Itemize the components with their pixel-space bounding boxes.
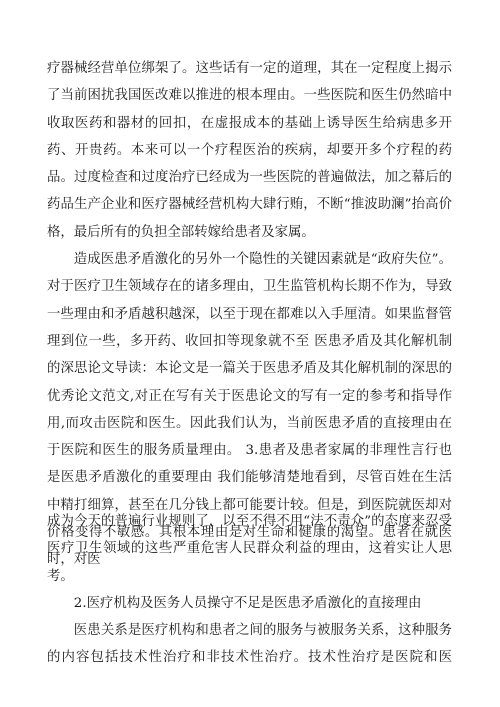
paragraph: 造成医患矛盾激化的另外一个隐性的关键因素就是“政府失位”。对于医疗卫生领域存在的诸多理由，卫生监管机构长期不作为，导致一些理由和矛盾越积越深，以至于现在都难以入手厘清。如果监督管理到位一些，多开药、收回扣等现象就不至 医患矛盾及其化解机制的深思论文导读：本论文是一篇关于医患矛盾及其化解机制的深思的优秀论文范文,对正在写有关于医患论文的写有一定的参考和指导作用,而攻击医院和医生。因此我们认为，当前医患矛盾的直接理由在于医院和医生的服务质量理由。 3.患者及患者家属的非理性言行也是医患矛盾激化的重要理由 我们能够清楚地看到，尽管百姓在生活中精打细算，甚至在几分钱上都可能要计较。但是，到医院就医却对价格变得不敏感。其根本理由是对生命和健康的渴望。患者在就医时，对医 [47,252,452,568]
paragraph: 疗器械经营单位绑架了。这些话有一定的道理，其在一定程度上揭示了当前困扰我国医改难以推进的根本理由。一些医院和医生仍然暗中收取医药和器材的回扣，在虚报成本的基础上诱导医生给病患多开药、开贵药。本来可以一个疗程医治的疾病，却要开多个疗程的药品。过度检查和过度治疗已经成为一些医院的普遍做法，加之幕后的药品生产企业和医疗器械经营机构大肆行贿，不断“推波助澜”抬高价格，最后所有的负担全部转嫁给患者及家属。 [47,61,452,240]
text-block-lower [47,508,452,672]
section-heading: 2.医疗机构及医务人员操守不足是医患矛盾激化的直接理由 [73,595,422,611]
paragraph: 成为今天的普遍行业规则了，以至不得不用“法不责众”的态度来忍受医疗卫生领域的这些严重危害人民群众利益的理由，这着实让人思考。 [47,514,452,584]
text-block-upper [47,55,452,574]
paragraph: 医患关系是医疗机构和患者之间的服务与被服务关系，这种服务的内容包括技术性治疗和非技术性治疗。技术性治疗是医院和医 [47,623,452,666]
